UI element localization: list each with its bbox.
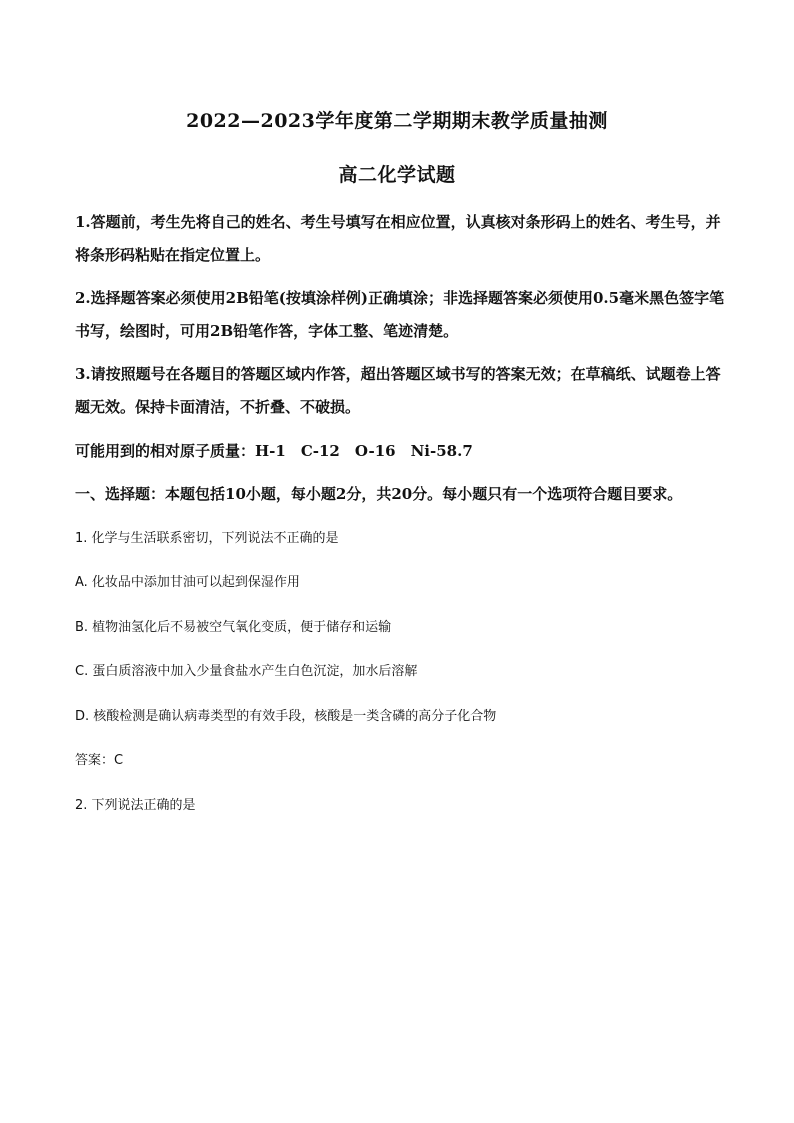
question-1-option-d: D. 核酸检测是确认病毒类型的有效手段，核酸是一类含磷的高分子化合物 xyxy=(75,709,497,724)
question-2-stem: 2. 下列说法正确的是 xyxy=(75,798,196,813)
question-1-option-a: A. 化妆品中添加甘油可以起到保湿作用 xyxy=(75,575,300,590)
exam-subtitle: 高二化学试题 xyxy=(338,164,456,186)
instruction-2: 2.选择题答案必须使用2B铅笔(按填涂样例)正确填涂；非选择题答案必须使用0.5毫米黑色签字笔书写，绘图时，可用2B铅笔作答，字体工整、笔迹清楚。 xyxy=(75,289,725,340)
question-1-answer: 答案：C xyxy=(75,753,124,768)
question-1-stem: 1. 化学与生活联系密切，下列说法不正确的是 xyxy=(75,531,339,546)
atomic-mass-line: 可能用到的相对原子质量：H-1 C-12 O-16 Ni-58.7 xyxy=(75,442,473,460)
exam-title: 2022—2023学年度第二学期期末教学质量抽测 xyxy=(186,110,608,132)
section-heading: 一、选择题：本题包括10小题，每小题2分，共20分。每小题只有一个选项符合题目要求。 xyxy=(75,485,683,503)
question-1-option-c: C. 蛋白质溶液中加入少量食盐水产生白色沉淀，加水后溶解 xyxy=(75,664,418,679)
instruction-1: 1.答题前，考生先将自己的姓名、考生号填写在相应位置，认真核对条形码上的姓名、考生号，并将条形码粘贴在指定位置上。 xyxy=(75,213,721,264)
question-1-option-b: B. 植物油氢化后不易被空气氧化变质，便于储存和运输 xyxy=(75,620,392,635)
instruction-3: 3.请按照题号在各题目的答题区域内作答，超出答题区域书写的答案无效；在草稿纸、试题卷上答题无效。保持卡面清洁，不折叠、不破损。 xyxy=(75,365,721,416)
